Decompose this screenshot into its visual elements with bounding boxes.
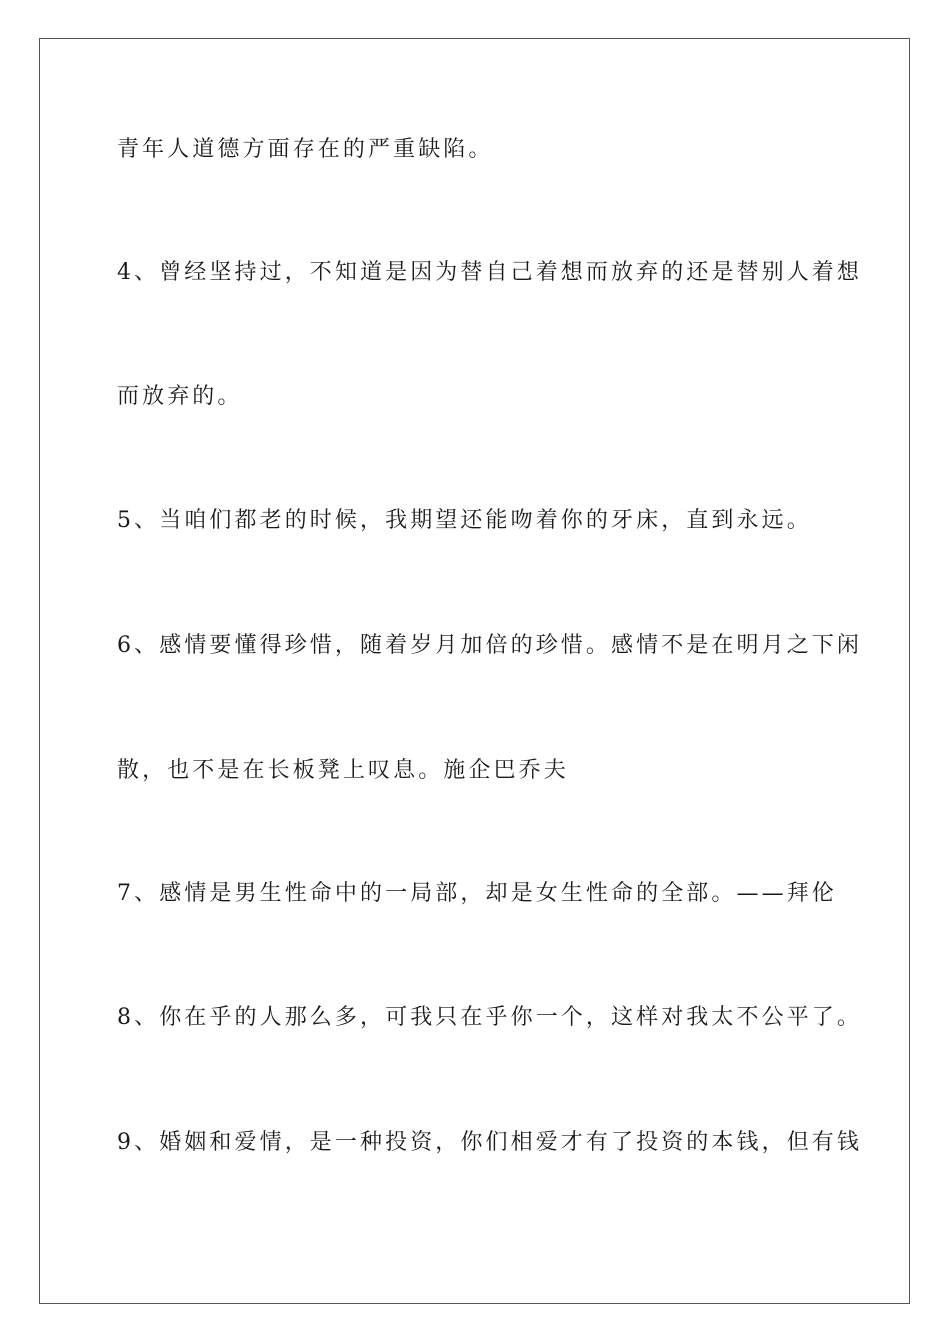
text-line-3: 而放弃的。	[117, 384, 243, 409]
text-line-9: 9、婚姻和爱情，是一种投资，你们相爱才有了投资的本钱，但有钱	[117, 1130, 862, 1155]
text-line-6: 散，也不是在长板凳上叹息。施企巴乔夫	[117, 758, 569, 783]
text-line-2: 4、曾经坚持过，不知道是因为替自己着想而放弃的还是替别人着想	[117, 260, 862, 285]
text-line-4: 5、当咱们都老的时候，我期望还能吻着你的牙床，直到永远。	[117, 508, 812, 533]
page-frame	[39, 38, 910, 1304]
text-line-7: 7、感情是男生性命中的一局部，却是女生性命的全部。——拜伦	[117, 881, 837, 906]
text-line-1: 青年人道德方面存在的严重缺陷。	[117, 137, 494, 162]
text-line-8: 8、你在乎的人那么多，可我只在乎你一个，这样对我太不公平了。	[117, 1005, 862, 1030]
text-line-5: 6、感情要懂得珍惜，随着岁月加倍的珍惜。感情不是在明月之下闲	[117, 633, 862, 658]
